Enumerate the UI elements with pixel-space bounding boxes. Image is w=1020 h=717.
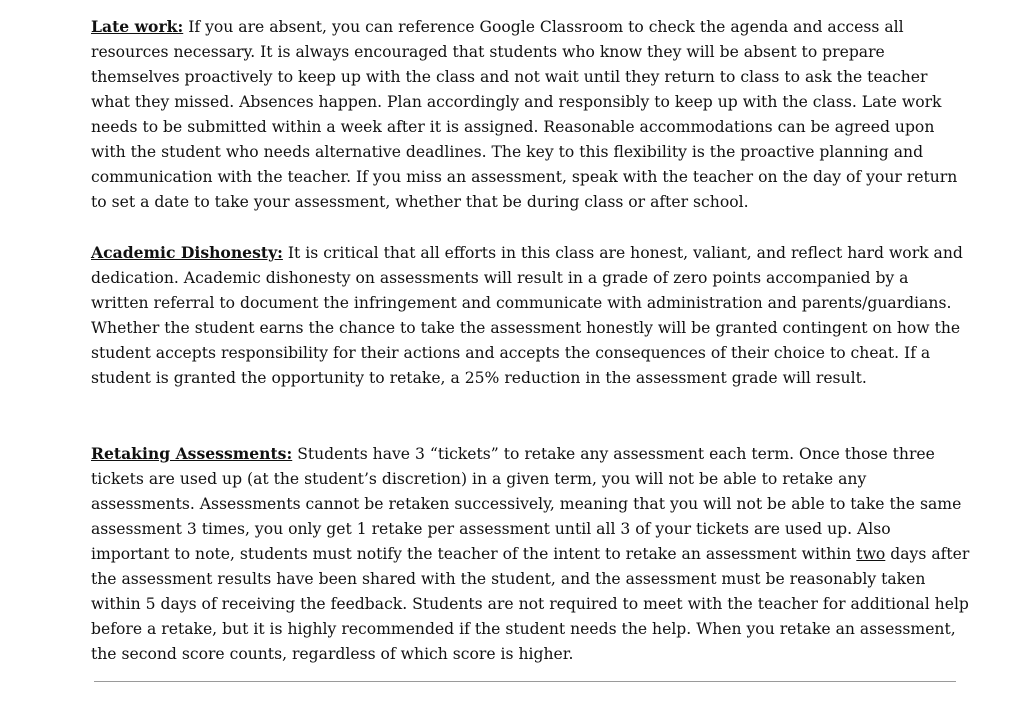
late-work-body: If you are absent, you can reference Google Classroom to check the agenda and access all resources necessary. It is always encouraged that students who know they will be absent to prepare themselves proactively to keep up with the class and not wait until they return to class to ask the teacher what they missed. Absences happen. Plan accordingly and responsibly to keep up with the class. Late work needs to be submitted within a week after it is assigned. Reasonable accommodations can be agreed upon with the student who needs alternative deadlines. The key to this flexibility is the proactive planning and communication with the teacher. If you miss an assessment, speak with the teacher on the day of your return to set a date to take your assessment, whether that be during class or after school. — [91, 18, 958, 211]
academic-dishonesty-paragraph — [91, 240, 971, 391]
retaking-assessments-emphasis: two — [856, 545, 886, 563]
retaking-assessments-body-part2: days after the assessment results have been shared with the student, and the assessment must be reasonably taken within 5 days of receiving the feedback. Students are not required to meet with the teacher for additional help before a retake, but it is highly recommended if the student needs the help. When you retake an assessment, the second score counts, regardless of which score is higher. — [91, 545, 970, 663]
retaking-assessments-heading: Retaking Assessments: — [91, 444, 293, 463]
policy-document — [91, 14, 971, 667]
academic-dishonesty-body: It is critical that all efforts in this class are honest, valiant, and reflect hard work and dedication. Academic dishonesty on assessments will result in a grade of zero points accompanied by a written referral to document the infringement and communicate with administration and parents/guardians. Whether the student earns the chance to take the assessment honestly will be granted contingent on how the student accepts responsibility for their actions and accepts the consequences of their choice to cheat. If a student is granted the opportunity to retake, a 25% reduction in the assessment grade will result. — [91, 244, 963, 387]
retaking-assessments-paragraph — [91, 441, 971, 667]
horizontal-divider — [94, 681, 956, 682]
late-work-heading: Late work: — [91, 17, 184, 36]
academic-dishonesty-heading: Academic Dishonesty: — [91, 243, 283, 262]
late-work-paragraph — [91, 14, 971, 215]
retaking-assessments-body-part1: Students have 3 “tickets” to retake any assessment each term. Once those three tickets are used up (at the student’s discretion) in a given term, you will not be able to retake any assessments. Assessments cannot be retaken successively, meaning that you will not be able to take the same assessment 3 times, you only get 1 retake per assessment until all 3 of your tickets are used up. Also important to note, students must notify the teacher of the intent to retake an assessment within — [91, 445, 962, 563]
